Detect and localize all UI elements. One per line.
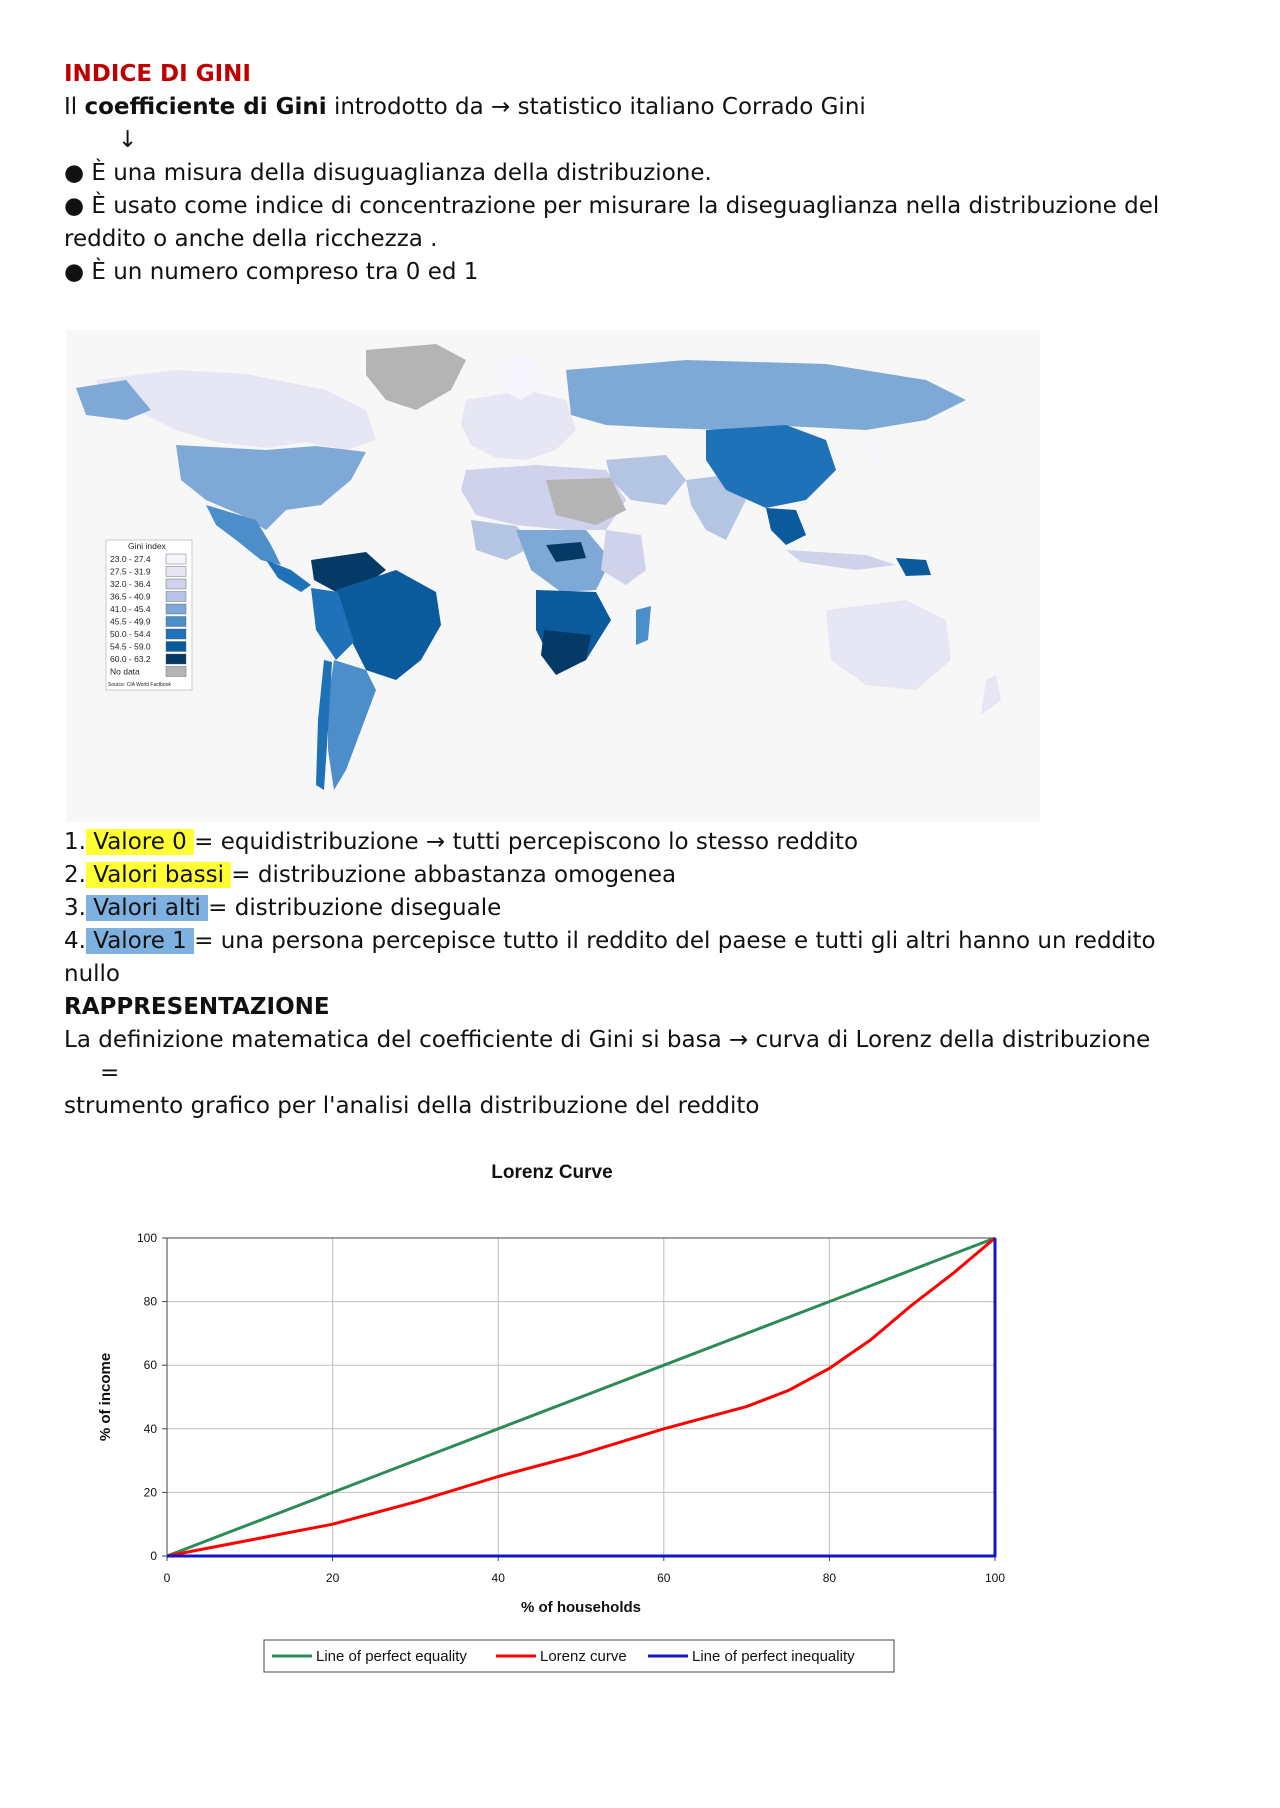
equals-sign: = [100,1060,120,1086]
map-legend-swatch [166,642,186,652]
map-new-zealand [981,675,1001,715]
x-tick-label: 20 [325,1571,340,1585]
gini-world-map [66,330,1040,822]
list-num-1: 1. [64,829,86,855]
list-item-2 [64,859,1224,892]
bullet-2: ● È usato come indice di concentrazione per misurare la diseguaglianza nella distribuzione del [64,193,1160,219]
arrow-down: ↓ [118,127,138,153]
map-legend-swatch [166,567,186,577]
x-axis-label: % of households [521,1599,641,1616]
map-legend-swatch [166,617,186,627]
map-legend-label: 41.0 - 45.4 [110,604,151,614]
bullet-3: ● È un numero compreso tra 0 ed 1 [64,259,479,285]
list-item-3 [64,892,1224,925]
y-tick-label: 40 [143,1421,157,1436]
x-tick-label: 100 [984,1571,1006,1585]
y-tick-label: 60 [143,1358,157,1373]
intro-prefix: Il [64,94,85,120]
map-east-africa [601,530,646,585]
legend-label: Line of perfect inequality [692,1648,855,1665]
list-item-4 [64,925,1224,958]
highlight-valore-0: Valore 0 [85,829,195,855]
map-greenland [366,344,466,410]
map-argentina [328,660,376,790]
y-tick-label: 80 [143,1294,157,1309]
document-page [64,58,1224,289]
list-rest-1: = equidistribuzione → tutti percepiscono lo stesso reddito [194,829,859,855]
map-legend-label: 50.0 - 54.4 [110,629,151,639]
list-rest-3: = distribuzione diseguale [208,895,502,921]
map-russia [566,360,966,430]
bullet-1: ● È una misura della disuguaglianza della distribuzione. [64,160,712,186]
series-line [167,1238,995,1556]
highlight-valore-1: Valore 1 [85,928,195,954]
map-legend-label: 54.5 - 59.0 [110,641,151,652]
intro-bold-term: coefficiente di Gini [84,94,327,120]
list-num-3: 3. [64,895,86,921]
map-legend-label: 60.0 - 63.2 [110,654,151,664]
chart-title: Lorenz Curve [491,1162,613,1183]
intro-line [64,91,1224,124]
map-japan [866,435,881,470]
map-south-africa [541,630,591,675]
y-axis-label: % of income [97,1352,114,1442]
map-legend-swatch [166,592,186,602]
legend-label: Line of perfect equality [316,1648,467,1665]
map-papua [896,558,931,576]
map-legend-source: Source: CIA World Factbook [108,682,171,688]
list-rest-2: = distribuzione abbastanza omogenea [231,862,677,888]
map-australia [826,600,951,690]
map-legend-label: 45.5 - 49.9 [110,616,151,627]
page-title: INDICE DI GINI [64,61,251,87]
map-legend-swatch [166,629,186,639]
map-legend-label: 32.0 - 36.4 [110,579,151,589]
map-southeast-asia [766,508,806,545]
map-legend-swatch [166,554,186,564]
y-tick-label: 0 [150,1549,157,1563]
legend-label: Lorenz curve [540,1648,627,1665]
map-legend-swatch [166,604,186,614]
map-legend-title: Gini index [128,541,166,551]
definition-line: La definizione matematica del coefficiente di Gini si basa → curva di Lorenz della distribuzione [64,1027,1151,1053]
chart-legend [264,1640,894,1672]
lorenz-chart [64,1150,1064,1690]
map-central-america [266,560,311,592]
map-legend-label: 23.0 - 27.4 [110,554,151,564]
map-legend [106,540,192,690]
chart-series [167,1238,995,1556]
x-tick-label: 40 [491,1571,505,1585]
list-section [64,826,1224,1123]
section-title: RAPPRESENTAZIONE [64,994,330,1020]
map-brazil [336,570,441,680]
map-legend-swatch [166,667,186,677]
map-legend-label: 36.5 - 40.9 [110,591,151,602]
x-tick-label: 80 [822,1571,837,1585]
list-rest-4: = una persona percepisce tutto il reddito del paese e tutti gli altri hanno un reddito [194,928,1156,954]
bullet-2-cont: reddito o anche della ricchezza . [64,226,438,252]
intro-suffix: introdotto da → statistico italiano Corrado Gini [326,94,866,120]
map-legend-swatch [166,654,186,664]
map-legend-label: 27.5 - 31.9 [110,566,151,577]
x-tick-label: 60 [657,1571,671,1585]
y-tick-label: 100 [136,1231,157,1245]
map-indonesia [786,550,896,570]
highlight-valori-bassi: Valori bassi [85,862,232,888]
y-tick-label: 20 [143,1485,157,1500]
list-item-1 [64,826,1224,859]
x-tick-label: 0 [163,1571,171,1585]
map-legend-label: No data [110,666,140,677]
map-usa [176,445,366,530]
map-legend-swatch [166,579,186,589]
list-num-4: 4. [64,928,86,954]
map-europe [461,390,576,460]
list-num-2: 2. [64,862,86,888]
list-item-4-cont: nullo [64,961,121,987]
strumento-line: strumento grafico per l'analisi della distribuzione del reddito [64,1093,760,1119]
highlight-valori-alti: Valori alti [85,895,209,921]
map-madagascar [636,606,651,645]
